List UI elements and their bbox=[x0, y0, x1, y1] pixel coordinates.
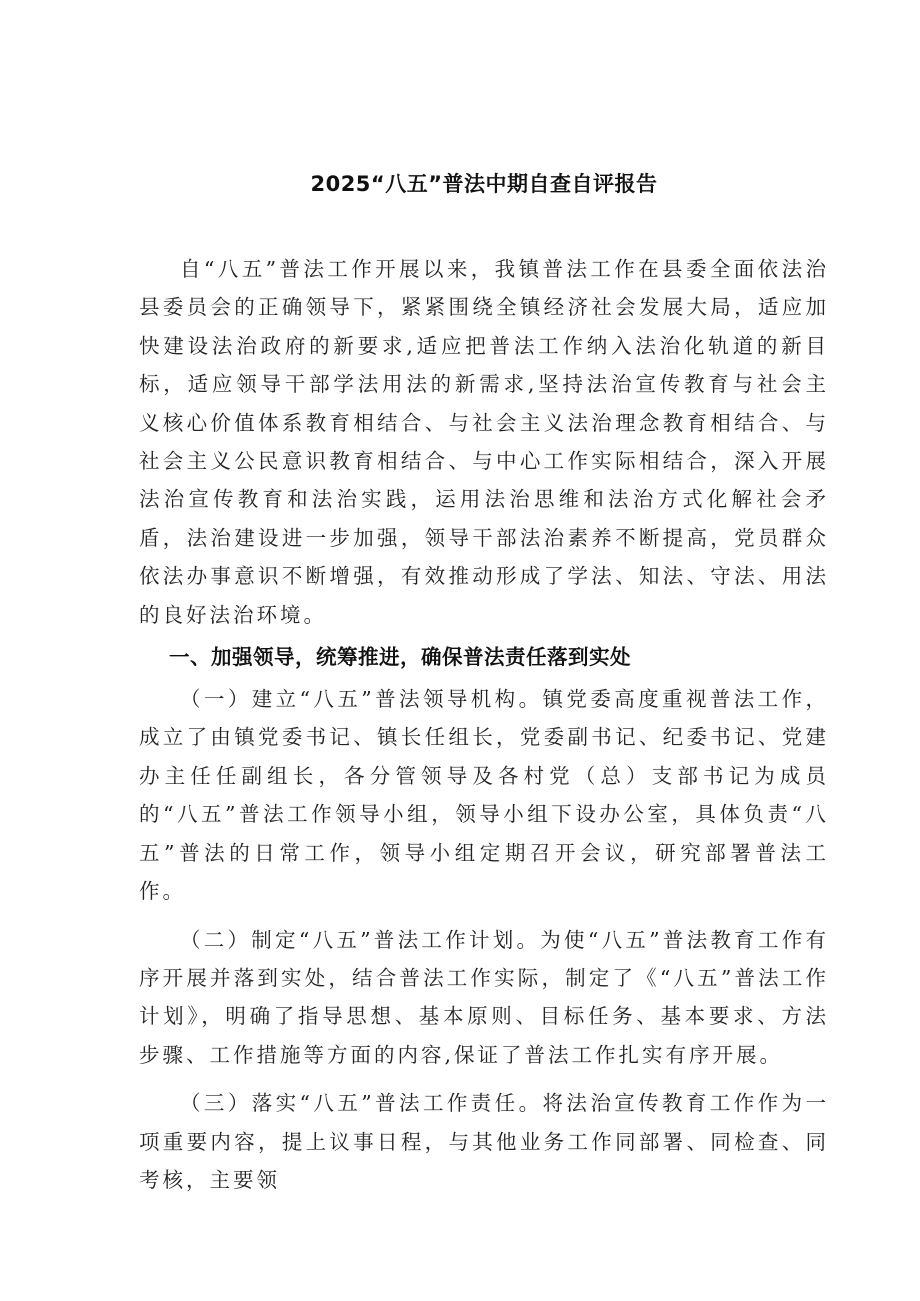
subsection-paragraph-3: （三）落实“八五”普法工作责任。将法治宣传教育工作作为一项重要内容，提上议事日程，与其他业务工作同部署、同检查、同考核，主要领 bbox=[139, 1091, 829, 1192]
intro-paragraph: 自“八五”普法工作开展以来，我镇普法工作在县委全面依法治县委员会的正确领导下，紧紧围绕全镇经济社会发展大局，适应加快建设法治政府的新要求,适应把普法工作纳入法治化轨道的新目标，适应领导干部学法用法的新需求,坚持法治宣传教育与社会主义核心价值体系教育相结合、与社会主义法治理念教育相结合、与社会主义公民意识教育相结合、与中心工作实际相结合，深入开展法治宣传教育和法治实践，运用法治思维和法治方式化解社会矛盾，法治建设进一步加强，领导干部法治素养不断提高，党员群众依法办事意识不断增强，有效推动形成了学法、知法、守法、用法的良好法治环境。 bbox=[139, 257, 829, 627]
subsection-paragraph-1: （一）建立“八五”普法领导机构。镇党委高度重视普法工作，成立了由镇党委书记、镇长任组长，党委副书记、纪委书记、党建办主任任副组长，各分管领导及各村党（总）支部书记为成员的“八五”普法工作领导小组，领导小组下设办公室，具体负责“八五”普法的日常工作，领导小组定期召开会议，研究部署普法工作。 bbox=[139, 687, 829, 904]
document-title: 2025“八五”普法中期自查自评报告 bbox=[310, 172, 658, 196]
subsection-paragraph-2: （二）制定“八五”普法工作计划。为使“八五”普法教育工作有序开展并落到实处，结合普法工作实际，制定了《“八五”普法工作计划》，明确了指导思想、基本原则、目标任务、基本要求、方法步骤、工作措施等方面的内容,保证了普法工作扎实有序开展。 bbox=[139, 927, 829, 1067]
document-body bbox=[139, 158, 829, 1199]
section-heading-1: 一、加强领导，统筹推进，确保普法责任落到实处 bbox=[169, 645, 631, 670]
